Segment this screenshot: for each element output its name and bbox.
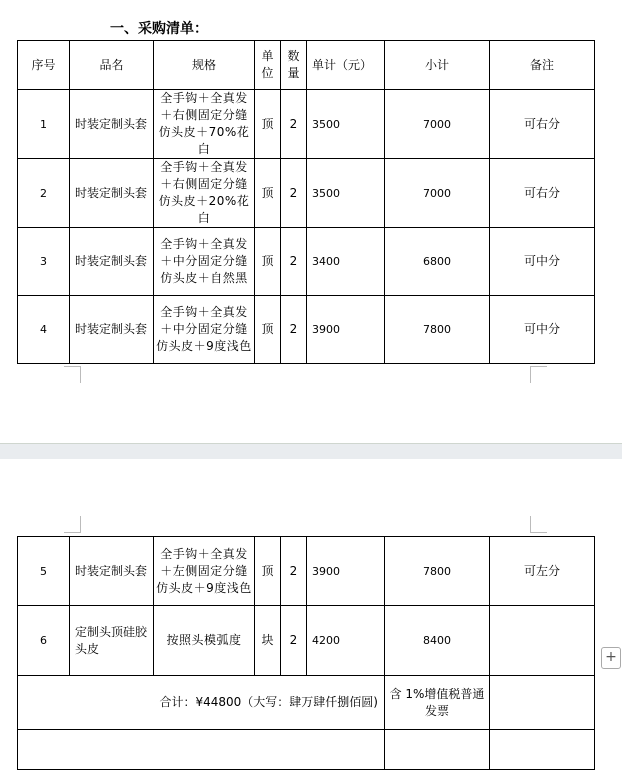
row-index: 4 <box>18 296 70 364</box>
invoice-note: 含 1%增值税普通发票 <box>385 676 490 730</box>
row-unit: 顶 <box>255 296 281 364</box>
header-price: 单计（元） <box>307 41 385 90</box>
row-qty: 2 <box>281 606 307 676</box>
header-index: 序号 <box>18 41 70 90</box>
row-name: 定制头顶硅胶头皮 <box>70 606 154 676</box>
row-price: 4200 <box>307 606 385 676</box>
table-row <box>18 90 595 159</box>
total-row-empty-cell <box>490 676 595 730</box>
row-index: 1 <box>18 90 70 159</box>
row-index: 5 <box>18 537 70 606</box>
header-unit: 单 位 <box>255 41 281 90</box>
row-subtotal: 7800 <box>385 537 490 606</box>
row-unit: 块 <box>255 606 281 676</box>
row-unit: 顶 <box>255 537 281 606</box>
row-subtotal: 8400 <box>385 606 490 676</box>
blank-cell <box>18 730 385 770</box>
header-name: 品名 <box>70 41 154 90</box>
row-price: 3500 <box>307 159 385 228</box>
row-subtotal: 7000 <box>385 159 490 228</box>
row-qty: 2 <box>281 90 307 159</box>
table-header-row <box>18 41 595 90</box>
row-price: 3900 <box>307 296 385 364</box>
row-qty: 2 <box>281 537 307 606</box>
row-note: 可右分 <box>490 159 595 228</box>
blank-row <box>18 730 595 770</box>
row-spec: 全手钩＋全真发＋中分固定分缝仿头皮＋自然黑 <box>154 228 255 296</box>
row-note: 可中分 <box>490 228 595 296</box>
page-corner-mark <box>530 516 547 533</box>
purchase-table-part-1 <box>17 40 595 364</box>
row-name: 时装定制头套 <box>70 537 154 606</box>
row-spec: 全手钩＋全真发＋右侧固定分缝仿头皮＋20%花白 <box>154 159 255 228</box>
total-label: 合计：¥44800（大写：肆万肆仟捌佰圆) <box>18 676 385 730</box>
table-row <box>18 537 595 606</box>
page-gap <box>0 443 622 460</box>
row-qty: 2 <box>281 296 307 364</box>
page-corner-mark <box>64 516 81 533</box>
row-note: 可左分 <box>490 537 595 606</box>
row-qty: 2 <box>281 228 307 296</box>
row-index: 6 <box>18 606 70 676</box>
row-note <box>490 606 595 676</box>
section-title: 一、采购清单： <box>110 21 208 37</box>
row-note: 可右分 <box>490 90 595 159</box>
row-spec: 按照头模弧度 <box>154 606 255 676</box>
row-unit: 顶 <box>255 228 281 296</box>
header-subtotal: 小计 <box>385 41 490 90</box>
row-unit: 顶 <box>255 90 281 159</box>
row-spec: 全手钩＋全真发＋左侧固定分缝仿头皮＋9度浅色 <box>154 537 255 606</box>
purchase-table-part-2 <box>17 536 595 770</box>
page-corner-mark <box>530 366 547 383</box>
add-row-button[interactable]: + <box>601 647 621 669</box>
header-note: 备注 <box>490 41 595 90</box>
row-name: 时装定制头套 <box>70 90 154 159</box>
table-row <box>18 159 595 228</box>
header-qty: 数 量 <box>281 41 307 90</box>
row-price: 3500 <box>307 90 385 159</box>
blank-cell <box>385 730 490 770</box>
table-row <box>18 296 595 364</box>
row-price: 3900 <box>307 537 385 606</box>
row-index: 2 <box>18 159 70 228</box>
row-subtotal: 7800 <box>385 296 490 364</box>
row-price: 3400 <box>307 228 385 296</box>
row-name: 时装定制头套 <box>70 159 154 228</box>
row-spec: 全手钩＋全真发＋中分固定分缝仿头皮＋9度浅色 <box>154 296 255 364</box>
table-row <box>18 606 595 676</box>
row-subtotal: 6800 <box>385 228 490 296</box>
row-index: 3 <box>18 228 70 296</box>
row-spec: 全手钩＋全真发＋右侧固定分缝仿头皮＋70%花白 <box>154 90 255 159</box>
row-note: 可中分 <box>490 296 595 364</box>
header-spec: 规格 <box>154 41 255 90</box>
row-qty: 2 <box>281 159 307 228</box>
row-unit: 顶 <box>255 159 281 228</box>
page-corner-mark <box>64 366 81 383</box>
table-row <box>18 228 595 296</box>
row-name: 时装定制头套 <box>70 228 154 296</box>
blank-cell <box>490 730 595 770</box>
total-row <box>18 676 595 730</box>
row-name: 时装定制头套 <box>70 296 154 364</box>
row-subtotal: 7000 <box>385 90 490 159</box>
